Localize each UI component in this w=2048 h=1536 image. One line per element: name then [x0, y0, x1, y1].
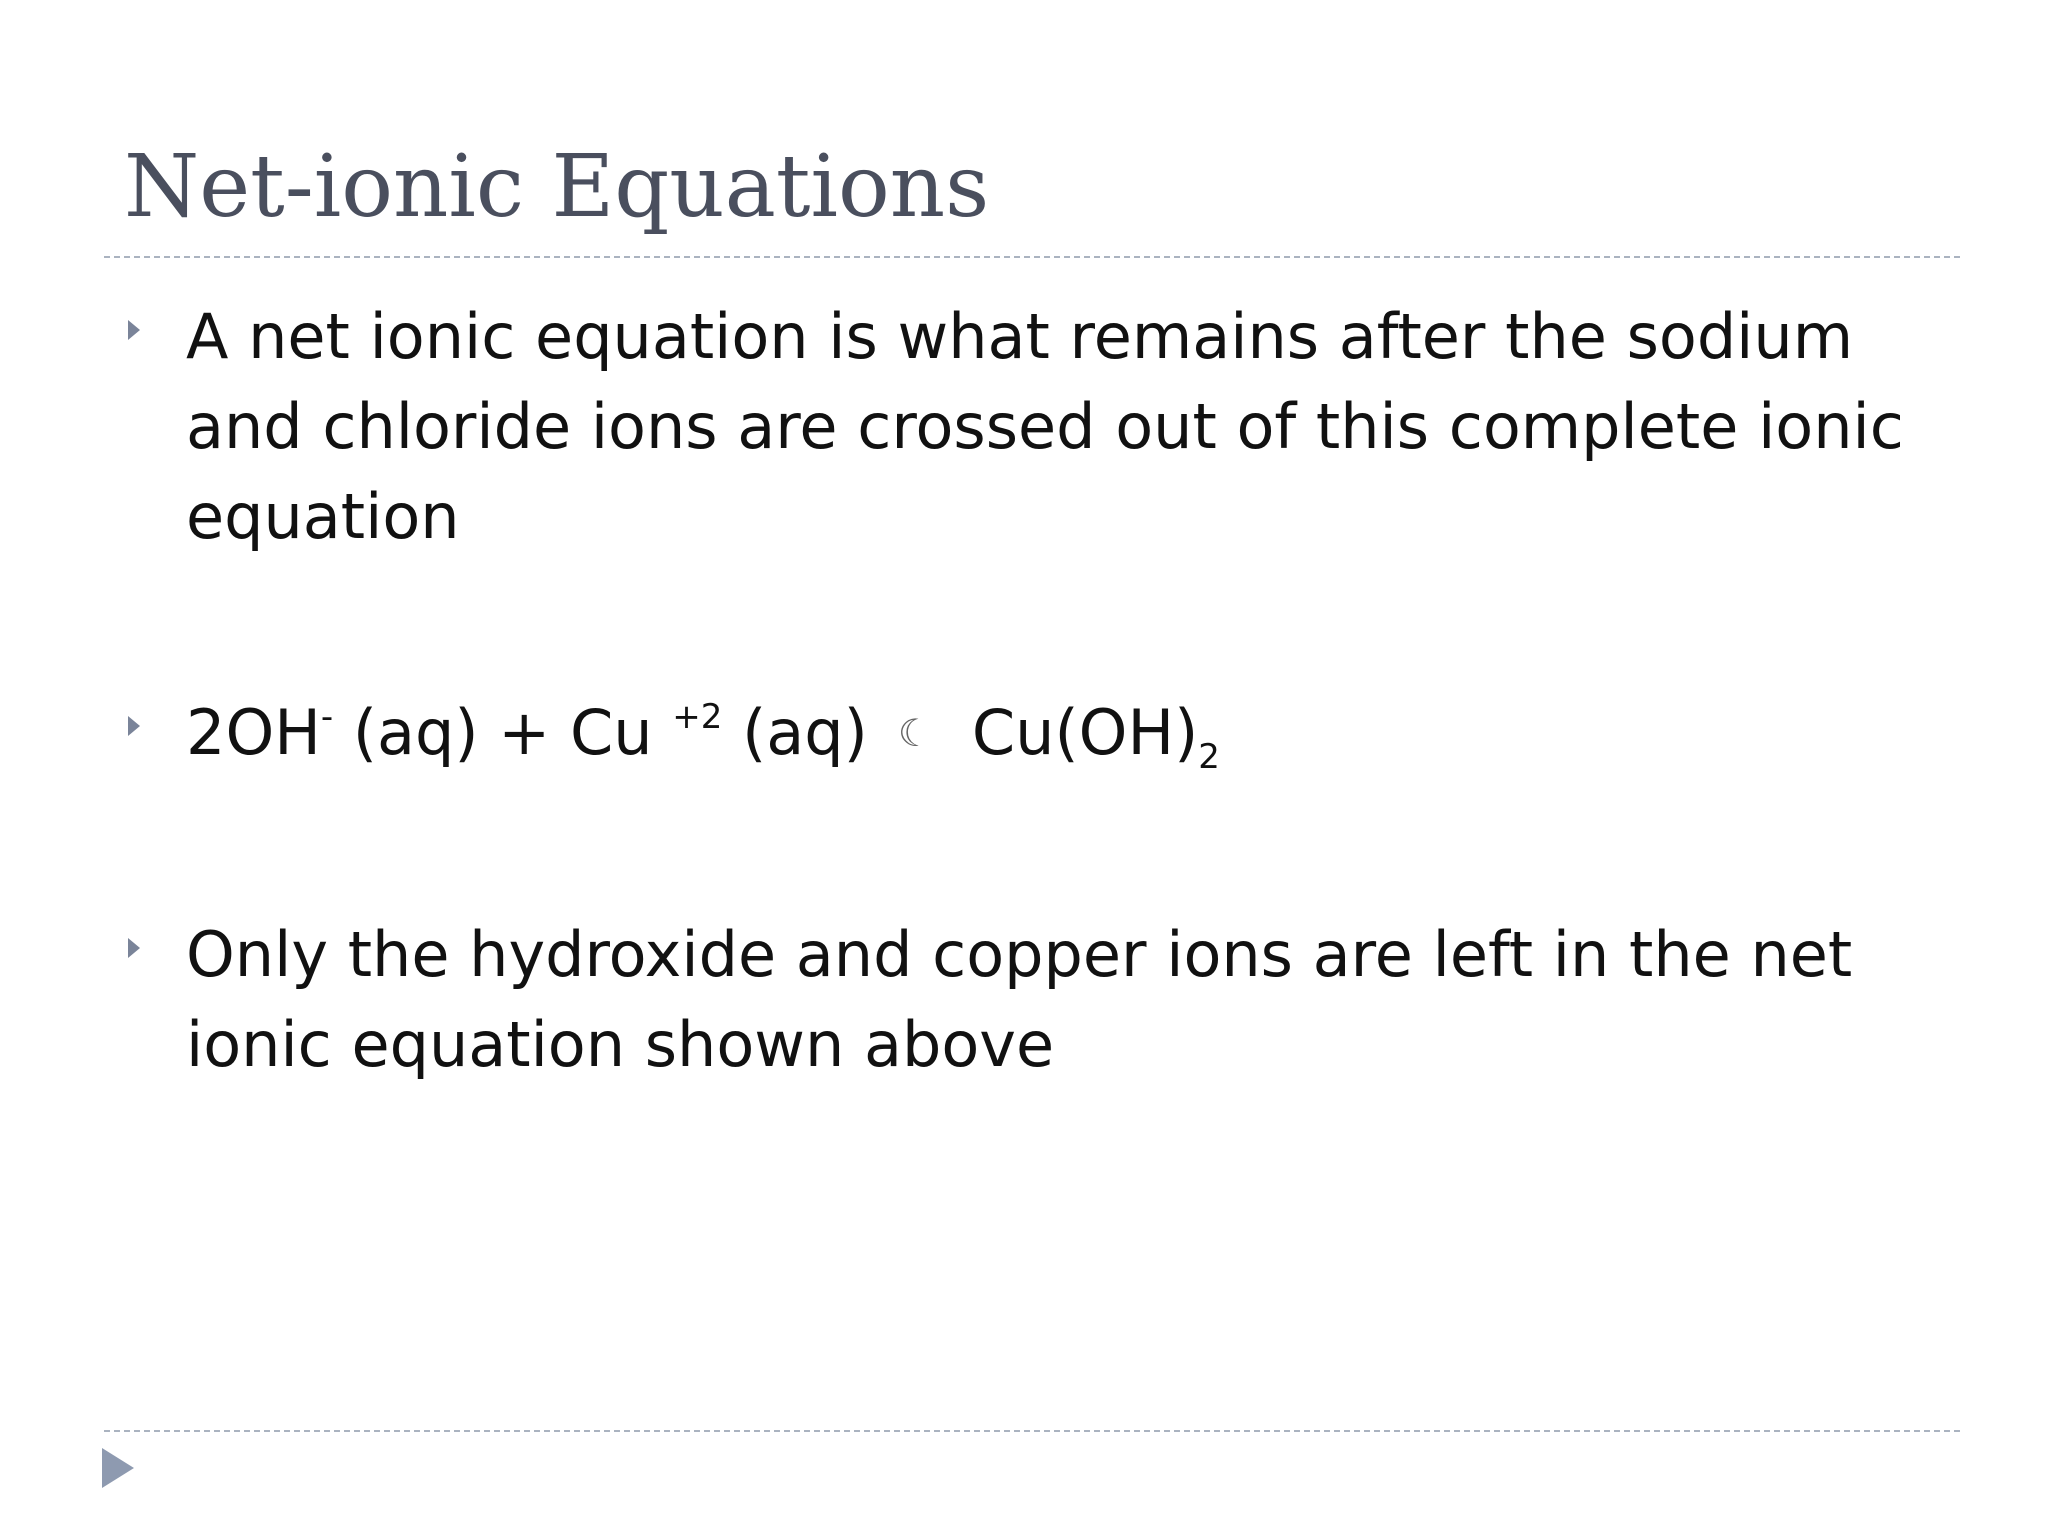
equation-middle: (aq) + Cu [333, 696, 673, 769]
bullet-1-line-1: A net ionic equation is what remains after the sodium [186, 300, 1854, 373]
play-triangle-icon[interactable] [100, 1446, 136, 1490]
bullet-3-text [186, 910, 1926, 1090]
reaction-arrow-symbol: ☾ [897, 711, 932, 755]
net-ionic-equation [186, 688, 1220, 778]
slide-title: Net-ionic Equations [124, 137, 990, 237]
bullet-triangle-icon [126, 714, 142, 738]
bullet-1-line-2: and chloride ions are crossed out of this complete ionic [186, 390, 1904, 463]
equation-aq: (aq) [722, 696, 868, 769]
bullet-3-line-1: Only the hydroxide and copper ions are left in the net [186, 918, 1853, 991]
copper-charge: +2 [672, 697, 723, 737]
equation-reactant-hydroxide: 2OH [186, 696, 321, 769]
footer-divider [104, 1430, 1960, 1432]
bullet-triangle-icon [126, 318, 142, 342]
product-subscript: 2 [1198, 737, 1220, 777]
hydroxide-charge: - [320, 697, 334, 737]
bullet-3-line-2: ionic equation shown above [186, 1008, 1055, 1081]
title-divider [104, 256, 1960, 258]
equation-product: Cu(OH) [971, 696, 1199, 769]
bullet-triangle-icon [126, 936, 142, 960]
bullet-1-line-3: equation [186, 480, 460, 553]
bullet-1-text [186, 292, 1926, 562]
